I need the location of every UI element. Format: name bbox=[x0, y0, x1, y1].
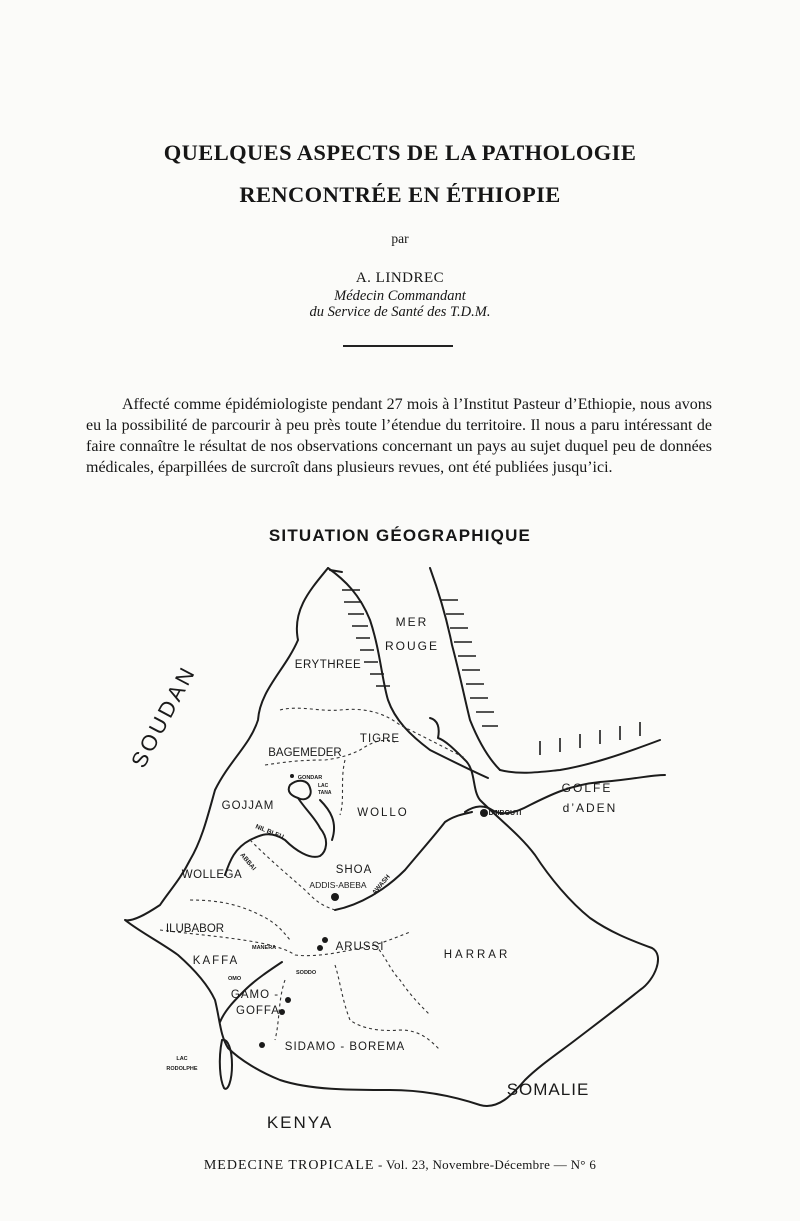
label-bagemeder: BAGEMEDER bbox=[268, 747, 342, 759]
lake-marker bbox=[322, 937, 328, 943]
province-boundary bbox=[375, 945, 430, 1015]
footer-separator: - bbox=[378, 1157, 386, 1172]
gondar-marker bbox=[290, 774, 294, 778]
province-boundary bbox=[340, 760, 345, 815]
label-omo: OMO bbox=[228, 976, 242, 982]
label-kaffa: KAFFA bbox=[192, 955, 240, 967]
by-label: par bbox=[391, 231, 409, 246]
journal-issue: Vol. 23, Novembre-Décembre — N° 6 bbox=[385, 1157, 597, 1172]
label-gojjam: GOJJAM bbox=[221, 800, 275, 812]
article-title-line1: QUELQUES ASPECTS DE LA PATHOLOGIE bbox=[163, 140, 637, 165]
author-rank: Médecin Commandant bbox=[334, 288, 466, 304]
label-goffa: GOFFA bbox=[236, 1005, 280, 1017]
author-service: du Service de Santé des T.D.M. bbox=[309, 304, 491, 320]
abbai-river bbox=[320, 800, 334, 840]
label-erythree: ERYTHREE bbox=[294, 659, 362, 671]
label-shoa: SHOA bbox=[335, 864, 373, 876]
lake-marker bbox=[259, 1042, 265, 1048]
label-rouge: ROUGE bbox=[384, 639, 440, 653]
intro-paragraph: Affecté comme épidémiologiste pendant 27 mois à l’Institut Pasteur d’Ethiopie, nous avons eu la possibilité de parcourir à peu près toute l’étendue du territoire. Il nous a paru intéressant de faire connaître le résultat de nos observations concernant un pays au sujet duquel peu de données médicales, éparpillées de surcroît dans plusieurs revues, ont été publiées jusqu’ici. bbox=[86, 396, 712, 476]
lake-rudolf bbox=[220, 1040, 232, 1089]
label-gamo: GAMO - bbox=[230, 989, 280, 1001]
label-mer: MER bbox=[395, 615, 429, 629]
label-tigre: TIGRE bbox=[359, 733, 401, 745]
label-sidamo-borema: SIDAMO - BOREMA bbox=[284, 1041, 406, 1053]
separator-rule bbox=[343, 345, 453, 347]
label-kenya: KENYA bbox=[266, 1113, 334, 1132]
djibouti-marker bbox=[480, 809, 488, 817]
author-name: A. LINDREC bbox=[355, 270, 445, 286]
label-lac-rodolphe-1: LAC bbox=[176, 1056, 188, 1062]
lake-marker bbox=[285, 997, 291, 1003]
page-footer bbox=[0, 1157, 800, 1174]
label-soudan: SOUDAN bbox=[126, 661, 201, 772]
label-lac-rodolphe-2: RODOLPHE bbox=[166, 1066, 198, 1072]
label-wollega: WOLLEGA bbox=[181, 869, 243, 881]
label-somalie: SOMALIE bbox=[506, 1080, 590, 1099]
label-gondar: GONDAR bbox=[297, 775, 323, 781]
label-abbai: ABBAI bbox=[238, 851, 258, 873]
label-arussi: ARUSSI bbox=[335, 941, 385, 953]
journal-name: MEDECINE TROPICALE bbox=[203, 1158, 375, 1173]
label-golfe: GOLFE bbox=[561, 781, 613, 795]
eritrea-coast bbox=[328, 568, 488, 778]
label-nil-bleu: NIL BLEU bbox=[254, 823, 285, 842]
label-harrar: HARRAR bbox=[443, 949, 511, 961]
label-aden: d’ADEN bbox=[562, 801, 618, 815]
section-heading: SITUATION GÉOGRAPHIQUE bbox=[268, 526, 532, 545]
lake-tana bbox=[289, 781, 311, 800]
label-ilubabor: ILUBABOR bbox=[165, 923, 225, 935]
label-wollo: WOLLO bbox=[357, 807, 409, 819]
label-djibouti: DJIBOUTI bbox=[488, 810, 522, 817]
label-lac-tana-2: TANA bbox=[318, 790, 332, 796]
article-title-line2: RENCONTRÉE EN ÉTHIOPIE bbox=[239, 182, 561, 207]
ethiopia-map bbox=[120, 560, 680, 1145]
label-addis-abeba: ADDIS-ABEBA bbox=[309, 880, 367, 890]
awash-river bbox=[335, 812, 472, 910]
label-awash: AWASH bbox=[371, 873, 392, 897]
lake-marker bbox=[317, 945, 323, 951]
province-boundary bbox=[250, 840, 335, 910]
addis-ababa-marker bbox=[331, 893, 339, 901]
label-lac-tana-1: LAC bbox=[318, 783, 329, 789]
label-soddo: SODDO bbox=[296, 970, 317, 976]
label-manera: MANERA bbox=[252, 945, 277, 951]
province-boundary bbox=[335, 965, 440, 1050]
coast-hatching bbox=[342, 590, 640, 755]
